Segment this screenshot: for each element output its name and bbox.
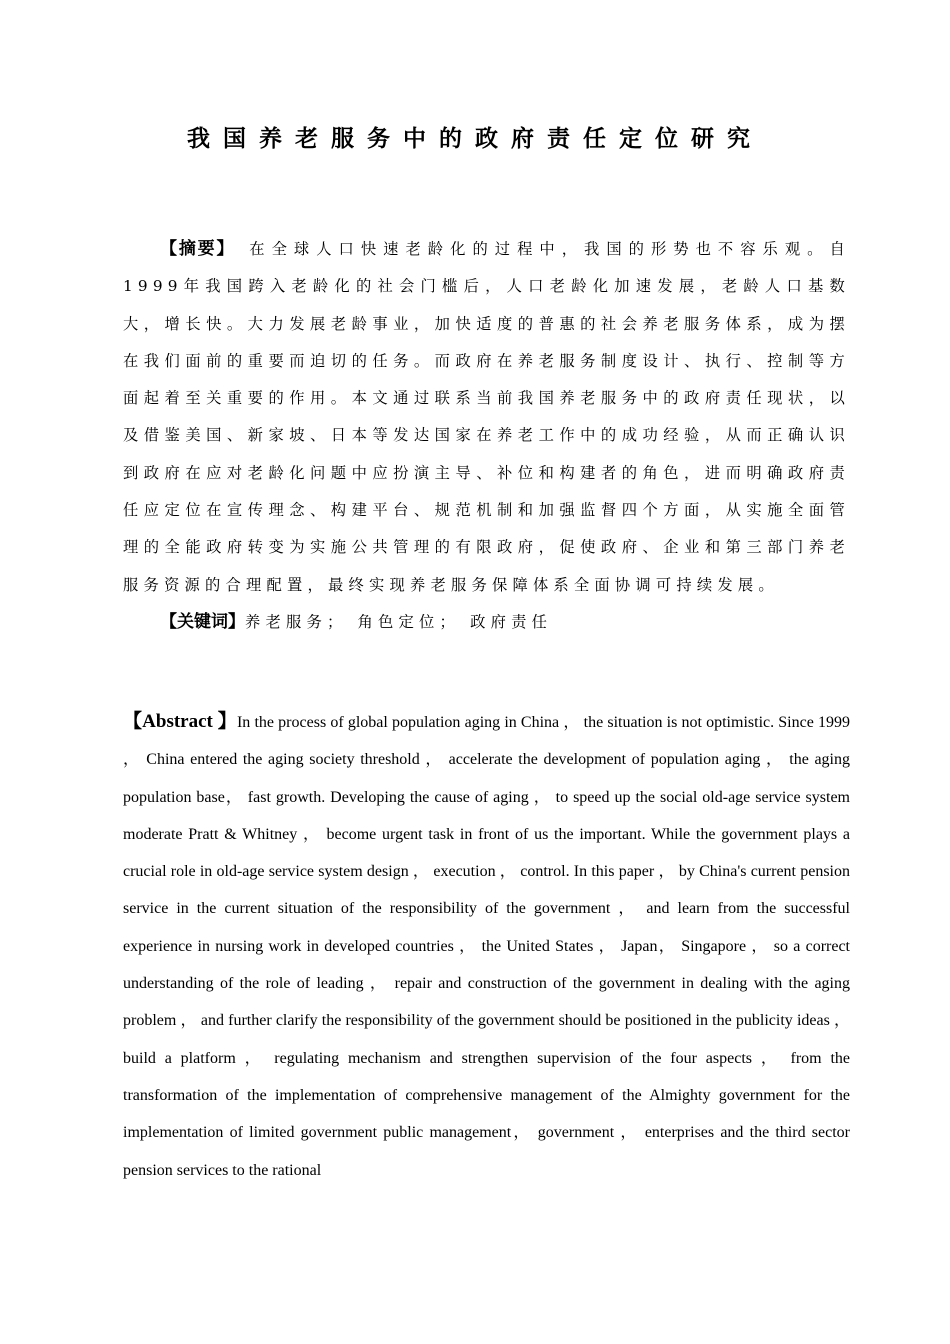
- keywords-paragraph: [123, 604, 850, 641]
- abstract-text-en: In the process of global population aging in China ， the situation is not optimistic. Since 1999 ， China entered the aging society threshold ， accelerate the development of population aging ， the aging population base， fast growth. Developing the cause of aging ， to speed up the social old-age service system moderate Pratt & Whitney ， become urgent task in front of us the important. While the government plays a crucial role in old-age service system design ， execution ， control. In this paper ， by China's current pension service in the current situation of the responsibility of the government ， and learn from the successful experience in nursing work in developed countries ， the United States ， Japan， Singapore ， so a correct understanding of the role of leading ， repair and construction of the government in dealing with the aging problem ， and further clarify the responsibility of the government should be positioned in the publicity ideas ， build a platform ， regulating mechanism and strengthen supervision of the four aspects ， from the transformation of the implementation of comprehensive management of the Almighty government for the implementation of limited government public management， government ， enterprises and the third sector pension services to the rational: [123, 714, 851, 1179]
- abstract-label-en: 【Abstract 】: [123, 711, 237, 732]
- chinese-abstract-section: [123, 231, 850, 641]
- chinese-abstract-paragraph: [123, 231, 850, 604]
- keywords-text-cn: 养老服务； 角色定位； 政府责任: [245, 612, 553, 631]
- abstract-text-cn: 在全球人口快速老龄化的过程中，我国的形势也不容乐观。自1999年我国跨入老龄化的社会门槛后，人口老龄化加速发展，老龄人口基数大，增长快。大力发展老龄事业，加快适度的普惠的社会养老服务体系，成为摆在我们面前的重要而迫切的任务。而政府在养老服务制度设计、执行、控制等方面起着至关重要的作用。本文通过联系当前我国养老服务中的政府责任现状，以及借鉴美国、新家坡、日本等发达国家在养老工作中的成功经验，从而正确认识到政府在应对老龄化问题中应扮演主导、补位和构建者的角色，进而明确政府责任应定位在宣传理念、构建平台、规范机制和加强监督四个方面，从实施全面管理的全能政府转变为实施公共管理的有限政府，促使政府、企业和第三部门养老服务资源的合理配置，最终实现养老服务保障体系全面协调可持续发展。: [123, 240, 850, 594]
- keywords-label-cn: 【关键词】: [160, 611, 245, 632]
- english-abstract-paragraph: [123, 703, 850, 1189]
- english-abstract-section: [123, 703, 850, 1189]
- abstract-label-cn: 【摘要】: [160, 239, 236, 259]
- page-title: 我国养老服务中的政府责任定位研究: [187, 126, 763, 152]
